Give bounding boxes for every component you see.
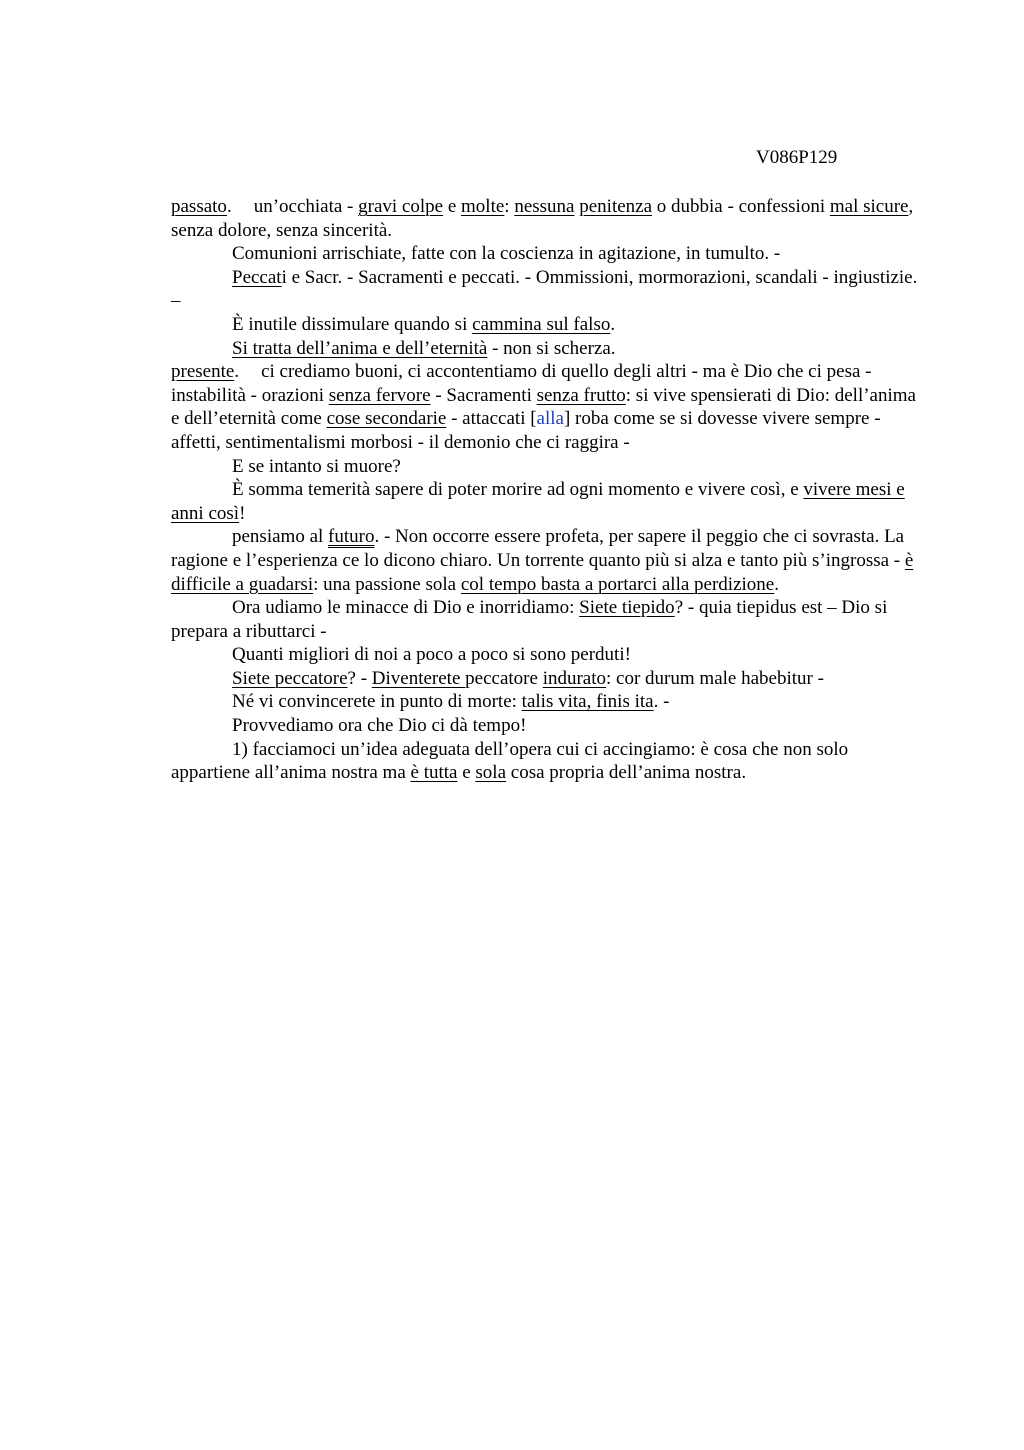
underlined-text: sola bbox=[475, 762, 507, 784]
text-run: - Sacramenti bbox=[430, 384, 537, 406]
text-run: ] roba come se si dovesse vivere sempre - affetti, sentimentalismi morbosi - il demonio che ci raggira - bbox=[171, 408, 881, 453]
text-run: e bbox=[457, 762, 476, 784]
underlined-text: è tutta bbox=[410, 762, 458, 784]
paragraph-somma-temerita bbox=[171, 478, 921, 525]
paragraph-punto-di-morte bbox=[171, 690, 921, 714]
paragraph-provvediamo bbox=[171, 714, 921, 738]
underlined-text: nessuna bbox=[514, 196, 575, 217]
text-run: . - bbox=[653, 691, 670, 713]
text-run: ? - quia tiepidus est – Dio si prepara a ributtarci - bbox=[171, 597, 888, 642]
underlined-text: col tempo basta a portarci alla perdizione bbox=[460, 573, 775, 595]
underlined-text: Siete peccatore bbox=[232, 667, 348, 689]
text-run: Provvediamo ora che Dio ci dà tempo! bbox=[232, 715, 527, 737]
underlined-text: senza frutto bbox=[536, 384, 626, 406]
paragraph-point-1 bbox=[171, 738, 921, 785]
text-run: e bbox=[443, 196, 462, 217]
paragraph-anima-eternita bbox=[171, 337, 921, 361]
paragraph-quanti-migliori bbox=[171, 643, 921, 667]
text-run: - non si scherza. bbox=[487, 337, 616, 359]
underlined-text: gravi colpe bbox=[358, 196, 444, 217]
underlined-text: è difficile a guadarsi bbox=[171, 549, 914, 595]
text-run: . - Non occorre essere profeta, per sapere il peggio che ci sovrasta. La ragione e l’esperienza ce lo dicono chiaro. Un torrente quanto più si alza e tanto più s’ingrossa - bbox=[171, 526, 905, 571]
paragraph-se-intanto bbox=[171, 455, 921, 479]
underlined-text: cammina sul falso bbox=[472, 313, 611, 335]
paragraph-siete-peccatore bbox=[171, 667, 921, 691]
paragraph-presente bbox=[171, 360, 921, 454]
text-run: peccatore bbox=[465, 667, 543, 689]
underlined-text: cose secondarie bbox=[326, 408, 447, 430]
double-underlined-text: futuro bbox=[328, 526, 375, 548]
text-run: ci crediamo buoni, ci accontentiamo di quello degli altri - ma è Dio che ci pesa - instabilità - orazioni bbox=[171, 361, 872, 406]
text-run: . bbox=[234, 361, 240, 383]
editorial-insert: alla bbox=[536, 408, 564, 430]
text-run: È inutile dissimulare quando si bbox=[232, 313, 473, 335]
text-run: : cor durum male habebitur - bbox=[606, 667, 824, 689]
underlined-text: mal sicure bbox=[829, 196, 909, 217]
text-run: Comunioni arrischiate, fatte con la coscienza in agitazione, in tumulto. - bbox=[232, 243, 781, 265]
page-code: V086P129 bbox=[756, 147, 838, 168]
underlined-text: penitenza bbox=[579, 196, 653, 217]
text-run: 1) facciamoci un’idea adeguata dell’opera cui ci accingiamo: è cosa che non solo appartiene all’anima nostra ma bbox=[171, 738, 849, 784]
text-run: . bbox=[226, 196, 232, 217]
underlined-text: Si tratta dell’anima e dell’eternità bbox=[232, 337, 488, 359]
text-run: Quanti migliori di noi a poco a poco si sono perduti! bbox=[232, 644, 631, 666]
text-run: Né vi convincerete in punto di morte: bbox=[232, 691, 522, 713]
paragraph-passato bbox=[171, 195, 921, 242]
underlined-text: Diventerete bbox=[371, 667, 466, 689]
text-run: ? - bbox=[347, 667, 372, 689]
text-run: E se intanto si muore? bbox=[232, 455, 401, 477]
document-body bbox=[171, 195, 921, 785]
text-run: , senza dolore, senza sincerità. bbox=[171, 196, 914, 241]
underlined-text: presente bbox=[171, 361, 235, 383]
text-run: pensiamo al bbox=[232, 526, 329, 548]
underlined-text: Siete tiepido bbox=[579, 597, 675, 619]
underlined-text: senza fervore bbox=[328, 384, 431, 406]
text-run: : una passione sola bbox=[313, 573, 461, 595]
text-run: ! bbox=[239, 502, 246, 524]
paragraph-minacce bbox=[171, 596, 921, 643]
text-run: o dubbia - confessioni bbox=[652, 196, 830, 217]
paragraph-inutile bbox=[171, 313, 921, 337]
underlined-text: passato bbox=[171, 196, 227, 217]
underlined-text: indurato bbox=[542, 667, 607, 689]
text-run: cosa propria dell’anima nostra. bbox=[506, 762, 747, 784]
text-run: : si vive spensierati di Dio: dell’anima e dell’eternità come bbox=[171, 384, 916, 430]
text-run: È somma temerità sapere di poter morire ad ogni momento e vivere così, e bbox=[232, 479, 804, 501]
paragraph-comunioni bbox=[171, 242, 921, 266]
underlined-text: Peccat bbox=[232, 266, 282, 288]
paragraph-peccati bbox=[171, 266, 921, 313]
underlined-text: vivere mesi e anni così bbox=[171, 479, 905, 524]
text-run: : bbox=[504, 196, 515, 217]
text-run: - attaccati [ bbox=[446, 408, 537, 430]
paragraph-futuro bbox=[171, 525, 921, 596]
text-run: i e Sacr. - Sacramenti e peccati. - Ommissioni, mormorazioni, scandali - ingiustizie. – bbox=[171, 266, 918, 312]
text-run: . bbox=[610, 313, 616, 335]
text-run: Ora udiamo le minacce di Dio e inorridiamo: bbox=[232, 597, 580, 619]
text-run: . bbox=[774, 573, 779, 595]
text-run: un’occhiata - bbox=[253, 196, 359, 217]
underlined-text: talis vita, finis ita bbox=[521, 691, 654, 713]
underlined-text: molte bbox=[461, 196, 505, 217]
